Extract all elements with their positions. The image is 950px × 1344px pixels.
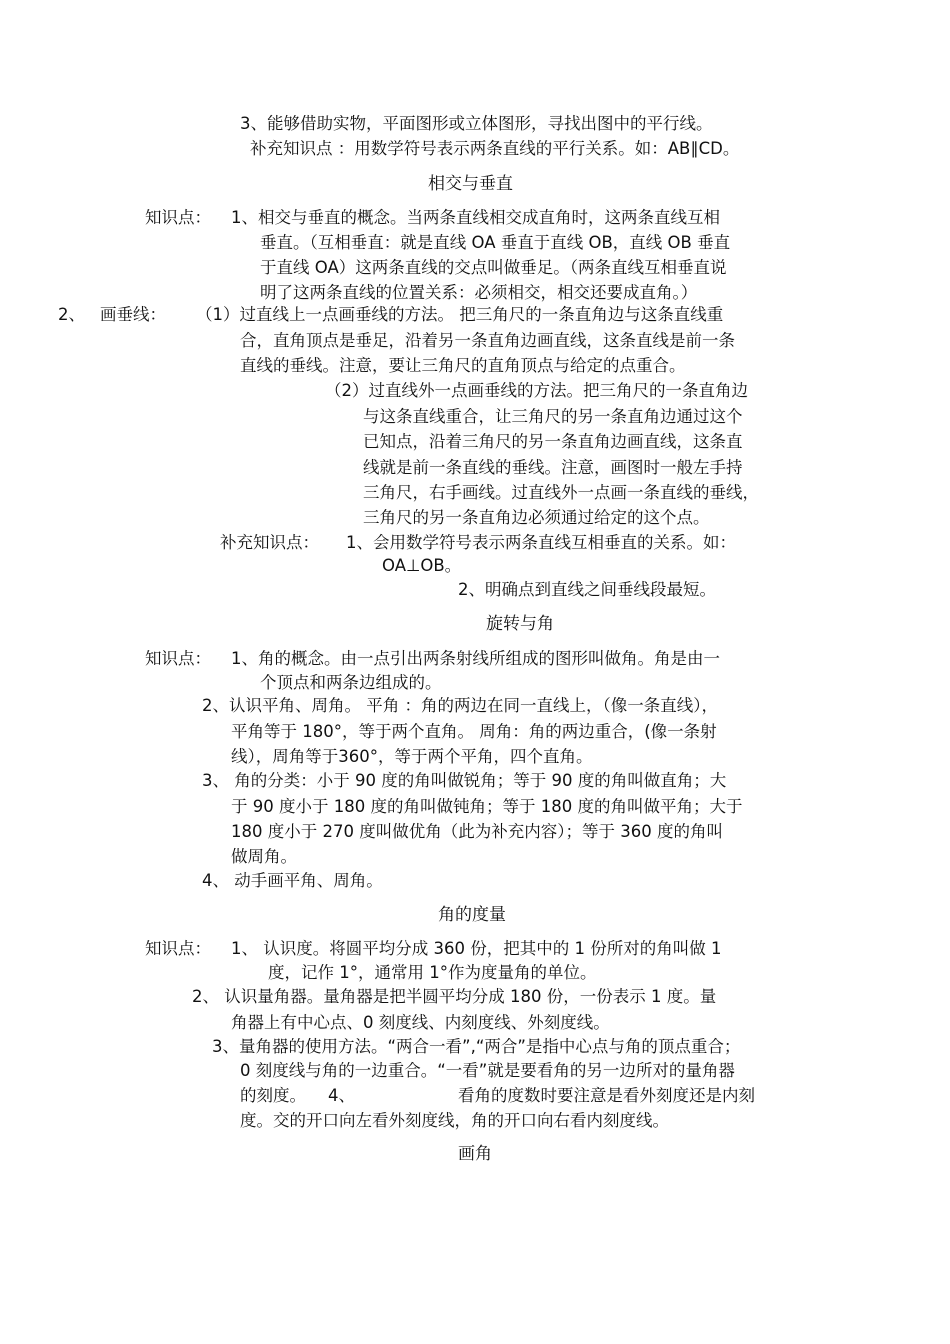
perp-concept-line-2: 垂直。（互相垂直：就是直线 OA 垂直于直线 OB，直线 OB 垂直 xyxy=(260,233,731,252)
perp-concept-line-4: 明了这两条直线的位置关系：必须相交，相交还要成直角。） xyxy=(260,283,698,302)
protractor-usage-line-1: 3、量角器的使用方法。“两合一看”,“两合”是指中心点与角的顶点重合； xyxy=(212,1037,741,1056)
knowledge-label: 知识点： xyxy=(145,939,211,958)
straight-full-angle-line-1: 2、认识平角、周角。 平角 ：角的两边在同一直线上，（像一条直线）， xyxy=(202,696,718,715)
straight-full-angle-line-2: 平角等于 180°，等于两个直角。 周角：角的两边重合，(像一条射 xyxy=(231,722,717,741)
draw-perp-method-2-line-2: 与这条直线重合，让三角尺的另一条直角边通过这个 xyxy=(363,407,743,426)
supplement-item-2: 2、明确点到直线之间垂线段最短。 xyxy=(458,580,716,599)
intro-item-3: 3、能够借助实物，平面图形或立体图形，寻找出图中的平行线。 xyxy=(240,114,713,133)
section-title-intersect-perpendicular: 相交与垂直 xyxy=(428,174,513,194)
supplement-label: 补充知识点： xyxy=(220,533,319,552)
draw-perp-method-2-line-5: 三角尺，右手画线。过直线外一点画一条直线的垂线， xyxy=(363,483,759,502)
protractor-line-1: 2、 认识量角器。量角器是把半圆平均分成 180 份，一份表示 1 度。量 xyxy=(192,987,717,1006)
draw-angles-item: 4、 动手画平角、周角。 xyxy=(202,871,383,890)
angle-classification-line-2: 于 90 度小于 180 度的角叫做钝角；等于 180 度的角叫做平角；大于 xyxy=(231,797,743,816)
degree-line-2: 度，记作 1°，通常用 1°作为度量角的单位。 xyxy=(268,963,597,982)
protractor-usage-line-3: 的刻度。 xyxy=(240,1086,306,1105)
perp-concept-line-1: 1、相交与垂直的概念。当两条直线相交成直角时，这两条直线互相 xyxy=(231,208,720,227)
angle-concept-line-1: 1、角的概念。由一点引出两条射线所组成的图形叫做角。角是由一 xyxy=(231,649,720,668)
protractor-usage-line-2: 0 刻度线与角的一边重合。“一看”就是要看角的另一边所对的量角器 xyxy=(240,1061,735,1080)
section-title-angle-measurement: 角的度量 xyxy=(438,905,506,925)
draw-perp-number: 2、 xyxy=(58,305,85,324)
draw-perp-method-2-line-6: 三角尺的另一条直角边必须通过给定的这个点。 xyxy=(363,508,710,527)
knowledge-label: 知识点： xyxy=(145,649,211,668)
degree-line-1: 1、 认识度。将圆平均分成 360 份，把其中的 1 份所对的角叫做 1 xyxy=(231,939,722,958)
draw-perp-method-2-line-1: （2）过直线外一点画垂线的方法。把三角尺的一条直角边 xyxy=(325,381,748,400)
draw-perp-method-1-line-1: （1）过直线上一点画垂线的方法。 把三角尺的一条直角边与这条直线重 xyxy=(196,305,724,324)
protractor-line-2: 角器上有中心点、0 刻度线、内刻度线、外刻度线。 xyxy=(231,1013,610,1032)
straight-full-angle-line-3: 线），周角等于360°，等于两个平角，四个直角。 xyxy=(231,747,593,766)
draw-perp-method-2-line-4: 线就是前一条直线的垂线。注意，画图时一般左手持 xyxy=(363,458,743,477)
read-scale-line-1: 看角的度数时要注意是看外刻度还是内刻 xyxy=(458,1086,755,1105)
read-scale-number: 4、 xyxy=(328,1086,355,1105)
angle-classification-line-1: 3、 角的分类：小于 90 度的角叫做锐角；等于 90 度的角叫做直角；大 xyxy=(202,771,727,790)
angle-classification-line-3: 180 度小于 270 度叫做优角（此为补充内容）；等于 360 度的角叫 xyxy=(231,822,723,841)
section-title-rotation-angle: 旋转与角 xyxy=(486,614,554,634)
intro-supplement: 补充知识点 ：用数学符号表示两条直线的平行关系。如：AB∥CD。 xyxy=(250,139,740,158)
supplement-item-1-line-2: OA⊥OB。 xyxy=(382,556,462,575)
angle-concept-line-2: 个顶点和两条边组成的。 xyxy=(260,673,442,692)
supplement-item-1-line-1: 1、会用数学符号表示两条直线互相垂直的关系。如： xyxy=(346,533,736,552)
angle-classification-line-4: 做周角。 xyxy=(231,847,297,866)
draw-perp-method-1-line-2: 合，直角顶点是垂足，沿着另一条直角边画直线，这条直线是前一条 xyxy=(240,331,735,350)
draw-perp-method-1-line-3: 直线的垂线。注意，要让三角尺的直角顶点与给定的点重合。 xyxy=(240,356,686,375)
section-title-draw-angle: 画角 xyxy=(458,1144,492,1164)
read-scale-line-2: 度。交的开口向左看外刻度线，角的开口向右看内刻度线。 xyxy=(240,1111,669,1130)
draw-perp-method-2-line-3: 已知点，沿着三角尺的另一条直角边画直线，这条直 xyxy=(363,432,743,451)
draw-perp-label: 画垂线： xyxy=(100,305,166,324)
knowledge-label: 知识点： xyxy=(145,208,211,227)
perp-concept-line-3: 于直线 OA）这两条直线的交点叫做垂足。（两条直线互相垂直说 xyxy=(260,258,727,277)
